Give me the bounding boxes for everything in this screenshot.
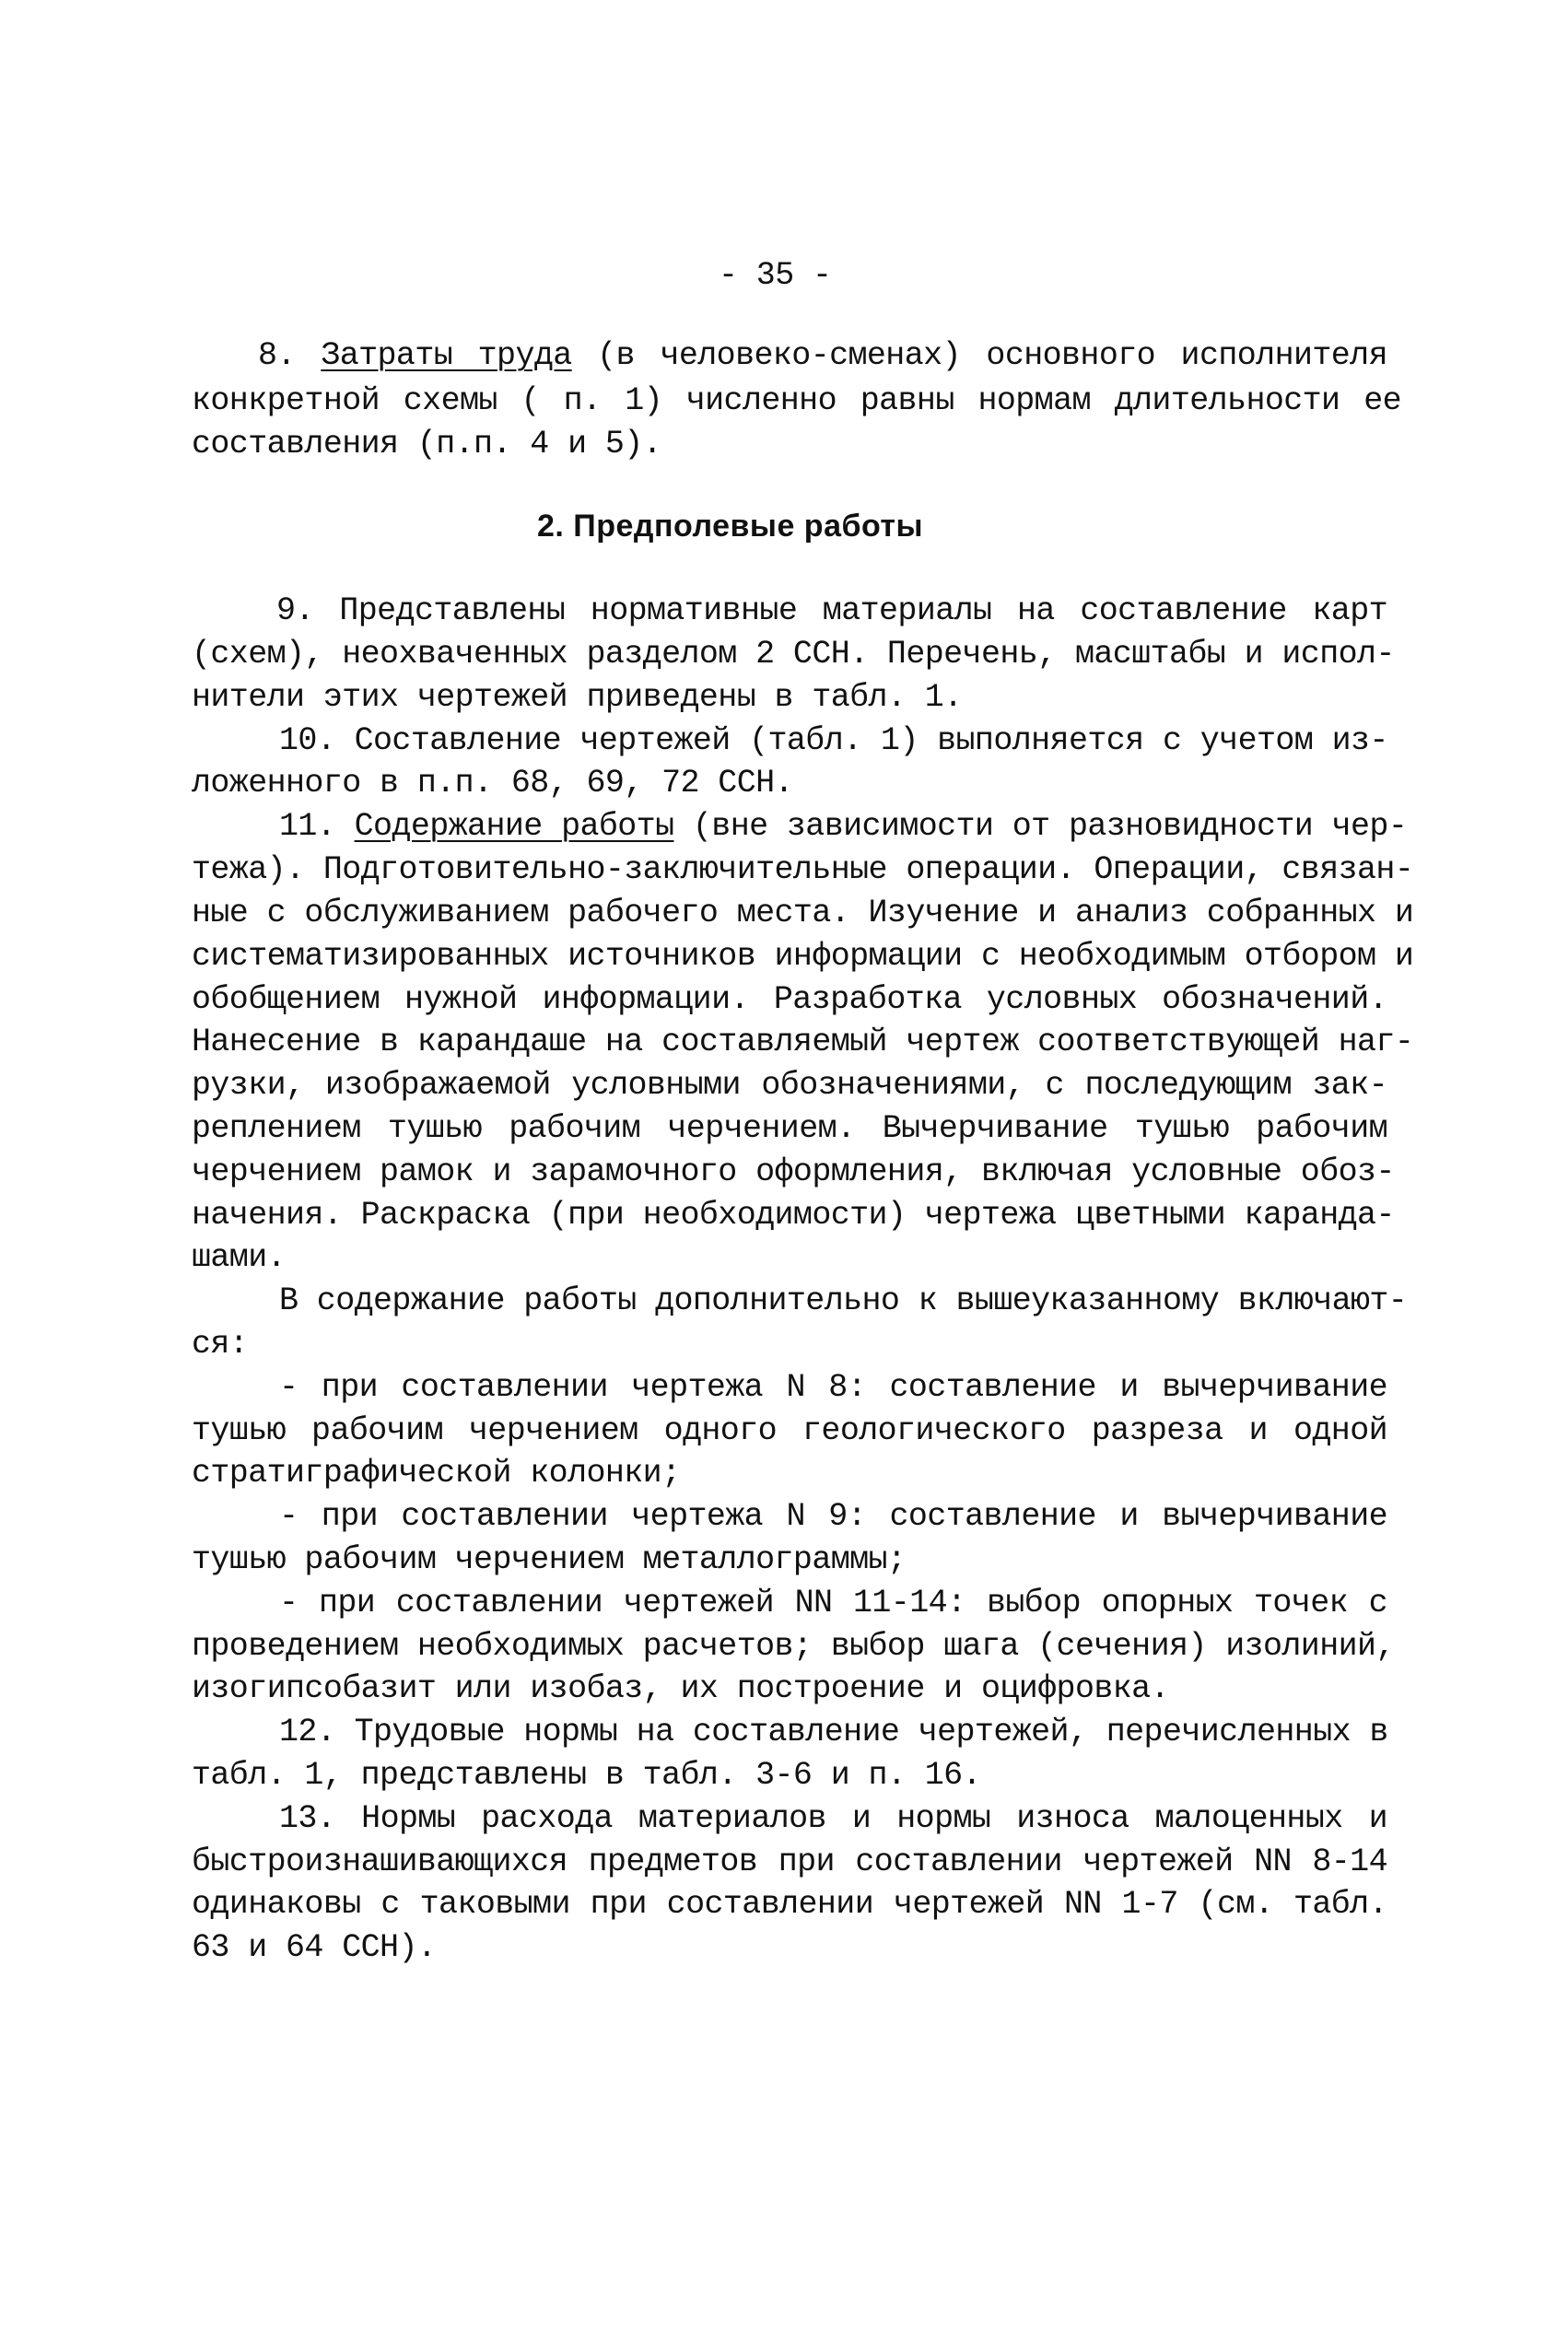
text-line-p10-2: ложенного в п.п. 68, 69, 72 ССН. (192, 765, 793, 802)
underlined-phrase-labor-costs: Затраты труда (321, 337, 572, 374)
text-line-extra-1: В содержание работы дополнительно к вышеуказанному включают- (279, 1282, 1408, 1319)
text-line-p11-1 (279, 808, 1408, 845)
text-line-extra-2: ся: (192, 1326, 249, 1363)
text-line-p13-2: быстроизнашивающихся предметов при составлении чертежей NN 8-14 (192, 1843, 1387, 1880)
text-line-drawing8-1: - при составлении чертежа N 8: составление и вычерчивание (279, 1369, 1387, 1406)
text-line-p11-9: черчением рамок и зарамочного оформления, включая условные обоз- (192, 1153, 1395, 1190)
text-line-p9-2: (схем), неохваченных разделом 2 ССН. Перечень, масштабы и испол- (192, 636, 1395, 673)
text-line-drawing9-1: - при составлении чертежа N 9: составление и вычерчивание (279, 1498, 1387, 1535)
text-line-drawings11-3: изогипсобазит или изобаз, их построение и оцифровка. (192, 1670, 1169, 1707)
p11-number: 11. (279, 808, 355, 845)
text-line-p11-3: ные с обслуживанием рабочего места. Изучение и анализ собранных и (192, 895, 1414, 931)
text-line-p9-1: 9. Представлены нормативные материалы на составление карт (276, 592, 1387, 629)
section-heading: 2. Предполевые работы (537, 509, 924, 544)
text-line-p11-7: рузки, изображаемой условными обозначениями, с последующим зак- (192, 1067, 1387, 1104)
text-line-p12-1: 12. Трудовые нормы на составление чертежей, перечисленных в (279, 1714, 1388, 1750)
text-line-drawing8-3: стратиграфической колонки; (192, 1455, 681, 1492)
text-line-p8-2: конкретной схемы ( п. 1) численно равны нормам длительности ее (192, 382, 1401, 419)
p8-rest: (в человеко-сменах) основного исполнителя (571, 337, 1387, 374)
p11-rest: (вне зависимости от разновидности чер- (673, 808, 1408, 845)
text-line-p11-5: обобщением нужной информации. Разработка условных обозначений. (192, 981, 1387, 1018)
text-line-drawings11-2: проведением необходимых расчетов; выбор шага (сечения) изолиний, (192, 1628, 1395, 1665)
text-line-p13-1: 13. Нормы расхода материалов и нормы износа малоценных и (279, 1800, 1387, 1837)
text-line-p11-8: реплением тушью рабочим черчением. Вычерчивание тушью рабочим (192, 1110, 1387, 1147)
text-line-p11-6: Нанесение в карандаше на составляемый чертеж соответствующей наг- (192, 1024, 1414, 1060)
text-line-drawing8-2: тушью рабочим черчением одного геологического разреза и одной (192, 1412, 1387, 1449)
text-line-p13-3: одинаковы с таковыми при составлении чертежей NN 1-7 (см. табл. (192, 1886, 1387, 1923)
text-line-p12-2: табл. 1, представлены в табл. 3-6 и п. 16. (192, 1757, 981, 1794)
underlined-phrase-work-content: Содержание работы (354, 808, 674, 845)
text-line-p8-1 (258, 337, 1387, 374)
p8-number: 8. (258, 337, 322, 374)
text-line-p11-4: систематизированных источников информации с необходимым отбором и (192, 938, 1414, 975)
text-line-p10-1: 10. Составление чертежей (табл. 1) выполняется с учетом из- (279, 722, 1388, 759)
text-line-drawings11-1: - при составлении чертежей NN 11-14: выбор опорных точек с (279, 1585, 1387, 1621)
text-line-p13-4: 63 и 64 ССН). (192, 1929, 437, 1966)
text-line-p9-3: нители этих чертежей приведены в табл. 1. (192, 679, 963, 716)
text-line-p11-11: шами. (192, 1239, 287, 1276)
text-line-p8-3: составления (п.п. 4 и 5). (192, 426, 662, 462)
page-number: - 35 - (719, 257, 832, 294)
text-line-p11-10: начения. Раскраска (при необходимости) чертежа цветными каранда- (192, 1197, 1395, 1234)
text-line-drawing9-2: тушью рабочим черчением металлограммы; (192, 1541, 907, 1578)
text-line-p11-2: тежа). Подготовительно-заключительные операции. Операции, связан- (192, 851, 1414, 888)
